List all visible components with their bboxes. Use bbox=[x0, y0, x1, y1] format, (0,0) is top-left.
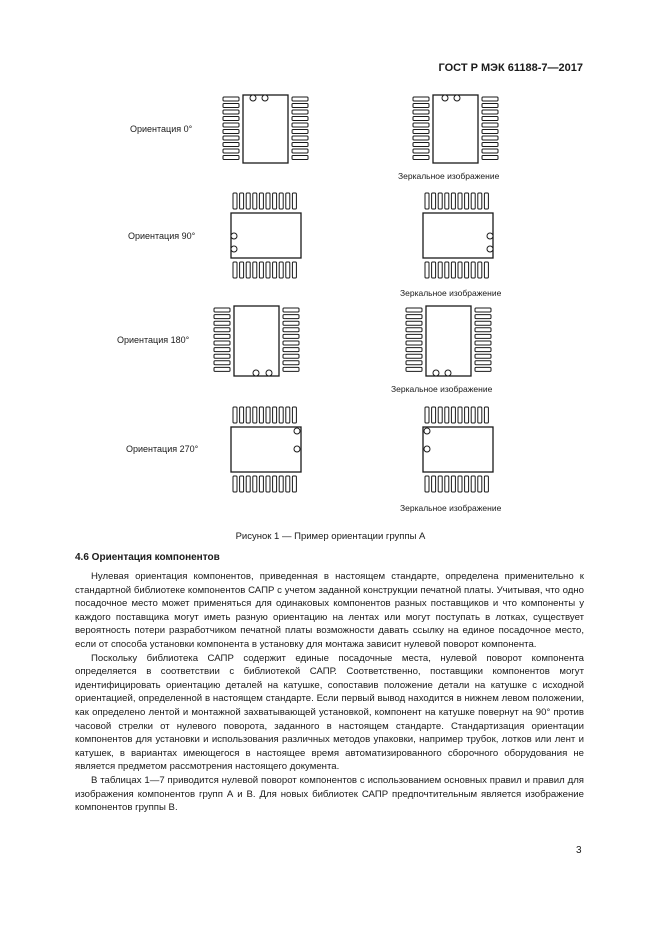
orientation-270-mirror-package-pin bbox=[458, 407, 462, 423]
orientation-270-mirror-package-pin bbox=[438, 407, 442, 423]
orientation-0-mirror-package-pin bbox=[413, 110, 429, 114]
orientation-270-mirror-package-pin bbox=[484, 476, 488, 492]
orientation-0-mirror-package-pin bbox=[482, 110, 498, 114]
orientation-270-package-pin bbox=[273, 476, 277, 492]
orientation-0-mirror-package-pin bbox=[413, 149, 429, 153]
orientation-90-mirror-package-pin bbox=[438, 193, 442, 209]
orientation-270-mirror-package-pin bbox=[484, 407, 488, 423]
orientation-180-mirror-package-body bbox=[426, 306, 471, 376]
orientation-270-package-pin bbox=[240, 476, 244, 492]
orientation-180-mirror-package-pin bbox=[475, 367, 491, 371]
orientation-0-mirror-package-pin bbox=[413, 123, 429, 127]
orientation-90-package-body bbox=[231, 213, 301, 258]
orientation-90-package-pin bbox=[266, 262, 270, 278]
orientation-90-mirror-package-marker bbox=[487, 233, 493, 239]
orientation-180-package-pin bbox=[214, 308, 230, 312]
orientation-180-mirror-package-pin bbox=[475, 341, 491, 345]
orientation-270-mirror-package-body bbox=[423, 427, 493, 472]
orientation-180-mirror-package-pin bbox=[475, 348, 491, 352]
orientation-90-mirror-package-pin bbox=[432, 193, 436, 209]
orientation-180-package-pin bbox=[283, 341, 299, 345]
orientation-0-package-pin bbox=[292, 97, 308, 101]
orientation-270-label: Ориентация 270° bbox=[126, 444, 199, 454]
orientation-180-package-pin bbox=[214, 321, 230, 325]
orientation-90-mirror-package-pin bbox=[425, 262, 429, 278]
orientation-0-package-pin bbox=[223, 110, 239, 114]
orientation-270-mirror-package-pin bbox=[478, 476, 482, 492]
orientation-0-mirror-package-body bbox=[433, 95, 478, 163]
orientation-180-package-pin bbox=[283, 361, 299, 365]
orientation-180-package-pin bbox=[283, 315, 299, 319]
paragraph-2: Поскольку библиотека САПР содержит единые посадочные места, нулевой поворот компонента определяется в соответствии с библиотекой САПР. Соответственно, поставщики компонентов могут идентифицировать ориентацию деталей на катушке, сопоставив положение детали на катушке с исходной ориентацией, определенной в настоящем стандарте. Если первый вывод находится в нижнем левом положении, как определено лентой и монтажной захватывающей установкой, компонент на катушке повернут на 90° против часовой стрелки от нулевого поворота, заданного в настоящем стандарте. Стандартизация ориентации компонентов для установки и использования различных методов упаковки, например трубок, лотков или лент и катушек, в вариантах имеющегося в настоящее время автоматизированного сборочного оборудования не является предметом рассмотрения настоящего документа. bbox=[75, 652, 584, 773]
orientation-0-package-pin bbox=[223, 104, 239, 108]
orientation-90-mirror-package-pin bbox=[478, 193, 482, 209]
orientation-270-mirror-package-pin bbox=[432, 476, 436, 492]
orientation-270-mirror-package-pin bbox=[425, 407, 429, 423]
orientation-270-mirror-package-pin bbox=[458, 476, 462, 492]
orientation-270-package-marker bbox=[294, 428, 300, 434]
orientation-180-mirror-package-pin bbox=[406, 341, 422, 345]
orientation-90-mirror-package-marker bbox=[487, 246, 493, 252]
orientation-270-package-pin bbox=[279, 476, 283, 492]
orientation-180-package-pin bbox=[283, 348, 299, 352]
orientation-180-mirror-package-pin bbox=[406, 367, 422, 371]
orientation-180-package-marker bbox=[253, 370, 259, 376]
orientation-270-package-pin bbox=[233, 407, 237, 423]
orientation-0-package-pin bbox=[292, 123, 308, 127]
orientation-180-mirror-package-pin bbox=[406, 321, 422, 325]
orientation-180-package-pin bbox=[283, 354, 299, 358]
orientation-270-package-pin bbox=[292, 407, 296, 423]
orientation-180-mirror-package-pin bbox=[475, 308, 491, 312]
orientation-270-package-pin bbox=[233, 476, 237, 492]
page-header-standard: ГОСТ Р МЭК 61188-7—2017 bbox=[438, 62, 583, 74]
orientation-90-package-marker bbox=[231, 246, 237, 252]
orientation-90-mirror-package-pin bbox=[425, 193, 429, 209]
orientation-180-mirror-package-pin bbox=[475, 354, 491, 358]
orientation-0-mirror-package-pin bbox=[482, 143, 498, 147]
orientation-270-package-pin bbox=[253, 476, 257, 492]
orientation-90-mirror-package-pin bbox=[451, 193, 455, 209]
orientation-90-package-pin bbox=[286, 262, 290, 278]
orientation-270-package-marker bbox=[294, 446, 300, 452]
orientation-270-package-pin bbox=[266, 407, 270, 423]
orientation-0-package-pin bbox=[223, 117, 239, 121]
orientation-270-mirror-package-marker bbox=[424, 446, 430, 452]
orientation-0-package-pin bbox=[223, 130, 239, 134]
orientation-90-mirror-package-pin bbox=[445, 193, 449, 209]
orientation-90-package-pin bbox=[233, 193, 237, 209]
orientation-0-mirror-package-pin bbox=[482, 104, 498, 108]
orientation-0-package-pin bbox=[223, 123, 239, 127]
orientation-270-package-pin bbox=[259, 476, 263, 492]
orientation-0-package-pin bbox=[292, 117, 308, 121]
orientation-270-package-pin bbox=[246, 407, 250, 423]
orientation-0-mirror-package-pin bbox=[413, 136, 429, 140]
figure-caption: Рисунок 1 — Пример ориентации группы А bbox=[235, 531, 426, 542]
orientation-180-mirror-package-pin bbox=[406, 361, 422, 365]
orientation-90-mirror-package-pin bbox=[438, 262, 442, 278]
orientation-0-mirror-package-pin bbox=[413, 130, 429, 134]
orientation-0-mirror-label: Зеркальное изображение bbox=[398, 171, 500, 181]
orientation-270-mirror-package-pin bbox=[471, 476, 475, 492]
orientation-180-mirror-package-pin bbox=[475, 328, 491, 332]
orientation-0-mirror-package-pin bbox=[413, 143, 429, 147]
orientation-0-mirror-package-pin bbox=[482, 97, 498, 101]
orientation-90-package-pin bbox=[233, 262, 237, 278]
orientation-90-package-pin bbox=[259, 262, 263, 278]
orientation-180-package-pin bbox=[283, 321, 299, 325]
orientation-180-mirror-package-pin bbox=[406, 354, 422, 358]
orientation-180-mirror-package-pin bbox=[406, 328, 422, 332]
orientation-0-package-pin bbox=[292, 104, 308, 108]
orientation-180-package-pin bbox=[283, 367, 299, 371]
orientation-270-mirror-package-pin bbox=[425, 476, 429, 492]
orientation-0-mirror-package-pin bbox=[482, 123, 498, 127]
orientation-90-package-pin bbox=[292, 262, 296, 278]
orientation-90-mirror-package-pin bbox=[484, 262, 488, 278]
paragraph-3: В таблицах 1—7 приводится нулевой поворот компонентов с использованием основных правил и правил для изображения компонентов групп А и В. Для новых библиотек САПР предпочтительным является изображение компонентов группы В. bbox=[75, 774, 584, 814]
orientation-0-mirror-package-pin bbox=[482, 130, 498, 134]
orientation-180-mirror-package-pin bbox=[406, 334, 422, 338]
orientation-0-mirror-package-pin bbox=[413, 104, 429, 108]
orientation-0-package-body bbox=[243, 95, 288, 163]
orientation-270-package-pin bbox=[286, 476, 290, 492]
orientation-180-mirror-package-pin bbox=[475, 334, 491, 338]
section-title: 4.6 Ориентация компонентов bbox=[75, 552, 220, 563]
orientation-0-package-marker bbox=[250, 95, 256, 101]
orientation-0-mirror-package-marker bbox=[442, 95, 448, 101]
orientation-0-mirror-package-pin bbox=[482, 156, 498, 160]
orientation-0-mirror-package-pin bbox=[482, 117, 498, 121]
orientation-180-package-pin bbox=[214, 354, 230, 358]
orientation-180-package-pin bbox=[214, 341, 230, 345]
orientation-0-package-pin bbox=[292, 149, 308, 153]
orientation-0-package-pin bbox=[292, 136, 308, 140]
orientation-90-mirror-package-pin bbox=[432, 262, 436, 278]
orientation-90-package-pin bbox=[286, 193, 290, 209]
orientation-180-mirror-package-marker bbox=[433, 370, 439, 376]
orientation-0-package-pin bbox=[292, 143, 308, 147]
orientation-270-mirror-package-marker bbox=[424, 428, 430, 434]
orientation-0-label: Ориентация 0° bbox=[130, 124, 193, 134]
orientation-270-package-pin bbox=[253, 407, 257, 423]
orientation-180-package-body bbox=[234, 306, 279, 376]
orientation-90-package-pin bbox=[273, 262, 277, 278]
orientation-270-mirror-package-pin bbox=[465, 407, 469, 423]
orientation-0-mirror-package-pin bbox=[413, 117, 429, 121]
orientation-0-package-pin bbox=[223, 97, 239, 101]
orientation-90-mirror-package-pin bbox=[471, 193, 475, 209]
orientation-90-mirror-label: Зеркальное изображение bbox=[400, 288, 502, 298]
orientation-0-mirror-package-pin bbox=[413, 97, 429, 101]
orientation-90-mirror-package-pin bbox=[451, 262, 455, 278]
orientation-180-mirror-package-pin bbox=[475, 361, 491, 365]
orientation-90-package-marker bbox=[231, 233, 237, 239]
paragraph-1: Нулевая ориентация компонентов, приведенная в настоящем стандарте, определена применительно к стандартной библиотеке компонентов САПР с учетом заданной конструкции печатной платы. Учитывая, что одно посадочное место может применяться для одинаковых компонентов разных поставщиков и что компоненты у каждого поставщика могут иметь разную ориентацию на лентах или могут поступать в лотках, существует вероятность потери разработчиком печатной платы возможности давать ссылку на единое посадочное место, если от способа установки компонента в установку для монтажа зависит нулевой поворот компонента. bbox=[75, 571, 584, 650]
orientation-90-package-pin bbox=[253, 193, 257, 209]
orientation-180-package-pin bbox=[214, 328, 230, 332]
orientation-180-package-pin bbox=[214, 348, 230, 352]
orientation-90-package-pin bbox=[273, 193, 277, 209]
orientation-90-package-pin bbox=[259, 193, 263, 209]
orientation-90-package-pin bbox=[240, 262, 244, 278]
orientation-0-mirror-package-marker bbox=[454, 95, 460, 101]
orientation-180-label: Ориентация 180° bbox=[117, 335, 190, 345]
orientation-90-mirror-package-pin bbox=[458, 262, 462, 278]
orientation-0-package-marker bbox=[262, 95, 268, 101]
orientation-90-mirror-package-pin bbox=[465, 193, 469, 209]
orientation-180-mirror-package-pin bbox=[406, 348, 422, 352]
orientation-270-mirror-label: Зеркальное изображение bbox=[400, 503, 502, 513]
orientation-180-mirror-label: Зеркальное изображение bbox=[391, 384, 493, 394]
orientation-0-package-pin bbox=[292, 156, 308, 160]
orientation-270-package-pin bbox=[279, 407, 283, 423]
orientation-90-package-pin bbox=[253, 262, 257, 278]
orientation-180-package-pin bbox=[283, 334, 299, 338]
orientation-90-label: Ориентация 90° bbox=[128, 231, 196, 241]
orientation-270-package-pin bbox=[273, 407, 277, 423]
orientation-180-package-pin bbox=[214, 367, 230, 371]
orientation-270-package-body bbox=[231, 427, 301, 472]
orientation-180-package-pin bbox=[283, 328, 299, 332]
orientation-90-package-pin bbox=[246, 193, 250, 209]
orientation-180-mirror-package-marker bbox=[445, 370, 451, 376]
orientation-270-mirror-package-pin bbox=[465, 476, 469, 492]
orientation-0-mirror-package-pin bbox=[482, 136, 498, 140]
orientation-270-package-pin bbox=[266, 476, 270, 492]
orientation-0-package-pin bbox=[292, 130, 308, 134]
orientation-270-package-pin bbox=[259, 407, 263, 423]
orientation-270-package-pin bbox=[246, 476, 250, 492]
orientation-270-mirror-package-pin bbox=[445, 407, 449, 423]
orientation-90-mirror-package-pin bbox=[445, 262, 449, 278]
orientation-90-package-pin bbox=[292, 193, 296, 209]
orientation-270-package-pin bbox=[240, 407, 244, 423]
orientation-90-package-pin bbox=[240, 193, 244, 209]
orientation-270-mirror-package-pin bbox=[451, 407, 455, 423]
orientation-90-package-pin bbox=[246, 262, 250, 278]
orientation-270-mirror-package-pin bbox=[438, 476, 442, 492]
orientation-0-mirror-package-pin bbox=[482, 149, 498, 153]
orientation-90-mirror-package-pin bbox=[471, 262, 475, 278]
orientation-0-package-pin bbox=[223, 149, 239, 153]
orientation-180-package-pin bbox=[283, 308, 299, 312]
page-number: 3 bbox=[576, 845, 582, 856]
orientation-270-mirror-package-pin bbox=[471, 407, 475, 423]
orientation-90-package-pin bbox=[279, 193, 283, 209]
orientation-180-mirror-package-pin bbox=[406, 315, 422, 319]
orientation-270-package-pin bbox=[286, 407, 290, 423]
orientation-0-package-pin bbox=[223, 143, 239, 147]
orientation-0-package-pin bbox=[223, 156, 239, 160]
orientation-0-mirror-package-pin bbox=[413, 156, 429, 160]
orientation-270-mirror-package-pin bbox=[478, 407, 482, 423]
section-body bbox=[75, 570, 584, 815]
orientation-90-package-pin bbox=[279, 262, 283, 278]
orientation-90-mirror-package-body bbox=[423, 213, 493, 258]
orientation-180-package-marker bbox=[266, 370, 272, 376]
orientation-90-mirror-package-pin bbox=[465, 262, 469, 278]
orientation-270-package-pin bbox=[292, 476, 296, 492]
orientation-270-mirror-package-pin bbox=[451, 476, 455, 492]
orientation-180-package-pin bbox=[214, 361, 230, 365]
orientation-270-mirror-package-pin bbox=[432, 407, 436, 423]
orientation-180-mirror-package-pin bbox=[475, 321, 491, 325]
orientation-0-package-pin bbox=[223, 136, 239, 140]
orientation-180-mirror-package-pin bbox=[475, 315, 491, 319]
orientation-0-package-pin bbox=[292, 110, 308, 114]
orientation-180-package-pin bbox=[214, 334, 230, 338]
orientation-90-mirror-package-pin bbox=[484, 193, 488, 209]
orientation-180-mirror-package-pin bbox=[406, 308, 422, 312]
orientation-270-mirror-package-pin bbox=[445, 476, 449, 492]
orientation-90-package-pin bbox=[266, 193, 270, 209]
orientation-180-package-pin bbox=[214, 315, 230, 319]
orientation-90-mirror-package-pin bbox=[458, 193, 462, 209]
orientation-90-mirror-package-pin bbox=[478, 262, 482, 278]
